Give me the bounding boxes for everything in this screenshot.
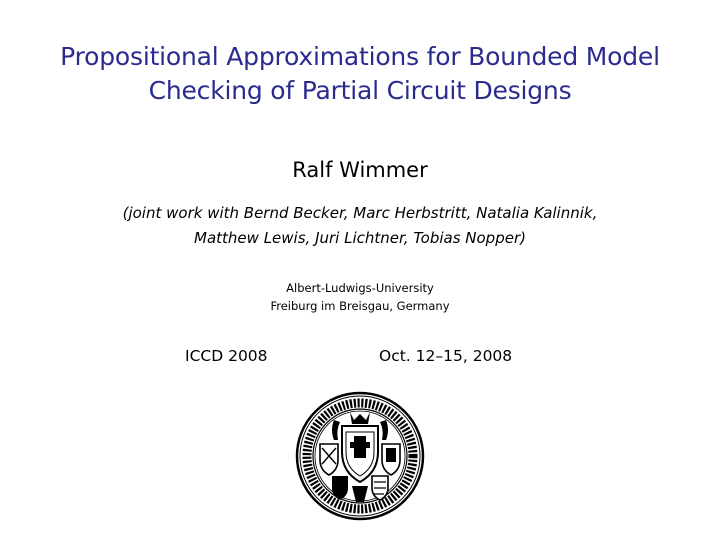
university-seal-icon [294, 390, 426, 522]
coauthors-line-2: Matthew Lewis, Juri Lichtner, Tobias Nopper) [194, 229, 526, 247]
author-name: Ralf Wimmer [292, 158, 428, 182]
institution-name: Albert-Ludwigs-University [286, 281, 434, 295]
coauthors-line-1: (joint work with Bernd Becker, Marc Herbstritt, Natalia Kalinnik, [122, 204, 598, 222]
institution-location: Freiburg im Breisgau, Germany [270, 299, 450, 313]
conference-dates: Oct. 12–15, 2008 [379, 347, 513, 365]
conference-name: ICCD 2008 [185, 347, 268, 365]
slide-title-line-2: Checking of Partial Circuit Designs [148, 76, 572, 105]
slide-title-line-1: Propositional Approximations for Bounded Model [60, 42, 660, 71]
